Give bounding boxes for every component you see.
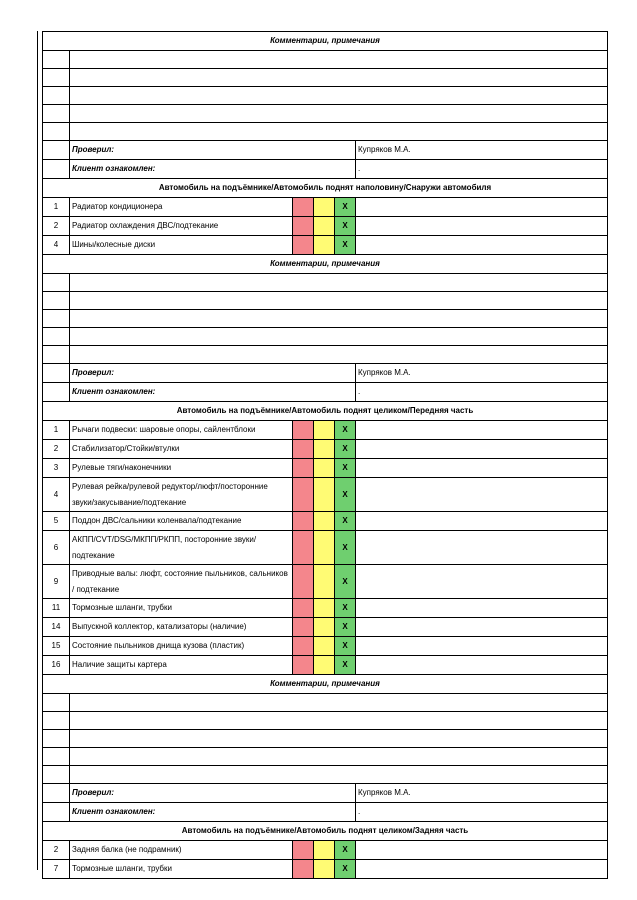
status-red-cell[interactable] bbox=[293, 198, 314, 217]
comment-num-cell bbox=[43, 105, 70, 123]
status-green-cell[interactable]: X bbox=[335, 599, 356, 618]
status-yellow-cell[interactable] bbox=[314, 531, 335, 565]
comment-row bbox=[43, 748, 608, 766]
client-value: . bbox=[356, 803, 608, 822]
status-green-cell[interactable]: X bbox=[335, 459, 356, 478]
item-name: Задняя балка (не подрамник) bbox=[70, 841, 293, 860]
item-number: 9 bbox=[43, 565, 70, 599]
status-red-cell[interactable] bbox=[293, 841, 314, 860]
section-title: Автомобиль на подъёмнике/Автомобиль поднят наполовину/Снаружи автомобиля bbox=[43, 179, 608, 198]
item-name: Приводные валы: люфт, состояние пыльников, сальников / подтекание bbox=[70, 565, 293, 599]
status-red-cell[interactable] bbox=[293, 637, 314, 656]
comment-num-cell bbox=[43, 730, 70, 748]
status-red-cell[interactable] bbox=[293, 618, 314, 637]
status-yellow-cell[interactable] bbox=[314, 841, 335, 860]
item-number: 15 bbox=[43, 637, 70, 656]
comment-num-cell bbox=[43, 766, 70, 784]
item-name: Выпускной коллектор, катализаторы (наличие) bbox=[70, 618, 293, 637]
comment-cell[interactable] bbox=[70, 310, 608, 328]
item-number: 1 bbox=[43, 198, 70, 217]
item-name: Стабилизатор/Стойки/втулки bbox=[70, 440, 293, 459]
comment-cell[interactable] bbox=[70, 292, 608, 310]
item-note-cell[interactable] bbox=[356, 531, 608, 565]
comment-row bbox=[43, 346, 608, 364]
comment-cell[interactable] bbox=[70, 730, 608, 748]
comment-num-cell bbox=[43, 87, 70, 105]
status-yellow-cell[interactable] bbox=[314, 618, 335, 637]
client-value: . bbox=[356, 383, 608, 402]
comment-num-cell bbox=[43, 69, 70, 87]
comment-cell[interactable] bbox=[70, 712, 608, 730]
item-note-cell[interactable] bbox=[356, 512, 608, 531]
item-note-cell[interactable] bbox=[356, 421, 608, 440]
comment-cell[interactable] bbox=[70, 69, 608, 87]
section-title: Автомобиль на подъёмнике/Автомобиль поднят целиком/Передняя часть bbox=[43, 402, 608, 421]
status-red-cell[interactable] bbox=[293, 421, 314, 440]
comment-header: Комментарии, примечания bbox=[43, 255, 608, 274]
comment-cell[interactable] bbox=[70, 105, 608, 123]
item-number: 3 bbox=[43, 459, 70, 478]
comment-cell[interactable] bbox=[70, 328, 608, 346]
checklist-row bbox=[43, 531, 608, 565]
client-num-cell bbox=[43, 383, 70, 402]
status-yellow-cell[interactable] bbox=[314, 440, 335, 459]
checked-row bbox=[43, 784, 608, 803]
status-green-cell[interactable]: X bbox=[335, 656, 356, 675]
comment-num-cell bbox=[43, 748, 70, 766]
comment-row bbox=[43, 730, 608, 748]
comment-row bbox=[43, 51, 608, 69]
item-note-cell[interactable] bbox=[356, 599, 608, 618]
checklist-row bbox=[43, 565, 608, 599]
comment-num-cell bbox=[43, 694, 70, 712]
item-number: 2 bbox=[43, 440, 70, 459]
status-yellow-cell[interactable] bbox=[314, 656, 335, 675]
item-number: 11 bbox=[43, 599, 70, 618]
comment-row bbox=[43, 766, 608, 784]
comment-row bbox=[43, 310, 608, 328]
item-name: Рычаги подвески: шаровые опоры, сайлентблоки bbox=[70, 421, 293, 440]
status-yellow-cell[interactable] bbox=[314, 860, 335, 879]
comment-cell[interactable] bbox=[70, 748, 608, 766]
checked-num-cell bbox=[43, 784, 70, 803]
status-green-cell[interactable]: X bbox=[335, 478, 356, 512]
status-red-cell[interactable] bbox=[293, 459, 314, 478]
section-header-row bbox=[43, 822, 608, 841]
status-red-cell[interactable] bbox=[293, 565, 314, 599]
status-green-cell[interactable]: X bbox=[335, 860, 356, 879]
item-number: 4 bbox=[43, 478, 70, 512]
comment-cell[interactable] bbox=[70, 766, 608, 784]
checked-label: Проверил: bbox=[70, 141, 356, 160]
item-number: 14 bbox=[43, 618, 70, 637]
status-red-cell[interactable] bbox=[293, 512, 314, 531]
comment-cell[interactable] bbox=[70, 346, 608, 364]
checked-row bbox=[43, 141, 608, 160]
checklist-row bbox=[43, 656, 608, 675]
status-red-cell[interactable] bbox=[293, 217, 314, 236]
checklist-row bbox=[43, 421, 608, 440]
item-note-cell[interactable] bbox=[356, 459, 608, 478]
checked-name: Купряков М.А. bbox=[356, 141, 608, 160]
comment-num-cell bbox=[43, 328, 70, 346]
item-number: 2 bbox=[43, 217, 70, 236]
section-title: Автомобиль на подъёмнике/Автомобиль поднят целиком/Задняя часть bbox=[43, 822, 608, 841]
status-red-cell[interactable] bbox=[293, 531, 314, 565]
status-green-cell[interactable]: X bbox=[335, 618, 356, 637]
comment-row bbox=[43, 87, 608, 105]
checked-label: Проверил: bbox=[70, 784, 356, 803]
comment-num-cell bbox=[43, 712, 70, 730]
comment-cell[interactable] bbox=[70, 51, 608, 69]
status-yellow-cell[interactable] bbox=[314, 599, 335, 618]
item-note-cell[interactable] bbox=[356, 478, 608, 512]
comment-cell[interactable] bbox=[70, 694, 608, 712]
status-red-cell[interactable] bbox=[293, 236, 314, 255]
checklist-row bbox=[43, 618, 608, 637]
comment-num-cell bbox=[43, 274, 70, 292]
status-red-cell[interactable] bbox=[293, 599, 314, 618]
client-row bbox=[43, 803, 608, 822]
checklist-row bbox=[43, 198, 608, 217]
item-number: 5 bbox=[43, 512, 70, 531]
item-name: Радиатор кондиционера bbox=[70, 198, 293, 217]
status-green-cell[interactable]: X bbox=[335, 841, 356, 860]
client-num-cell bbox=[43, 160, 70, 179]
client-label: Клиент ознакомлен: bbox=[70, 803, 356, 822]
comment-header: Комментарии, примечания bbox=[43, 675, 608, 694]
item-note-cell[interactable] bbox=[356, 656, 608, 675]
status-yellow-cell[interactable] bbox=[314, 637, 335, 656]
item-note-cell[interactable] bbox=[356, 618, 608, 637]
inspection-sheet bbox=[42, 31, 608, 879]
status-green-cell[interactable]: X bbox=[335, 440, 356, 459]
status-yellow-cell[interactable] bbox=[314, 421, 335, 440]
client-label: Клиент ознакомлен: bbox=[70, 160, 356, 179]
item-note-cell[interactable] bbox=[356, 860, 608, 879]
item-name: АКПП/CVT/DSG/МКПП/РКПП, посторонние звуки/ подтекание bbox=[70, 531, 293, 565]
item-number: 16 bbox=[43, 656, 70, 675]
checked-label: Проверил: bbox=[70, 364, 356, 383]
item-name: Шины/колесные диски bbox=[70, 236, 293, 255]
checklist-row bbox=[43, 599, 608, 618]
checked-name: Купряков М.А. bbox=[356, 364, 608, 383]
checked-num-cell bbox=[43, 141, 70, 160]
item-name: Состояние пыльников днища кузова (пластик) bbox=[70, 637, 293, 656]
item-name: Поддон ДВС/сальники коленвала/подтекание bbox=[70, 512, 293, 531]
status-red-cell[interactable] bbox=[293, 656, 314, 675]
item-name: Рулевые тяги/наконечники bbox=[70, 459, 293, 478]
status-green-cell[interactable]: X bbox=[335, 198, 356, 217]
comment-num-cell bbox=[43, 292, 70, 310]
checklist-row bbox=[43, 478, 608, 512]
comment-num-cell bbox=[43, 123, 70, 141]
status-yellow-cell[interactable] bbox=[314, 198, 335, 217]
checklist-row bbox=[43, 637, 608, 656]
status-yellow-cell[interactable] bbox=[314, 512, 335, 531]
comment-row bbox=[43, 123, 608, 141]
section-header-row bbox=[43, 402, 608, 421]
comment-row bbox=[43, 274, 608, 292]
comment-cell[interactable] bbox=[70, 123, 608, 141]
status-yellow-cell[interactable] bbox=[314, 236, 335, 255]
comment-header-row bbox=[43, 32, 608, 51]
comment-cell[interactable] bbox=[70, 87, 608, 105]
checklist-row bbox=[43, 860, 608, 879]
checked-row bbox=[43, 364, 608, 383]
item-name: Тормозные шланги, трубки bbox=[70, 860, 293, 879]
client-value: . bbox=[356, 160, 608, 179]
item-number: 7 bbox=[43, 860, 70, 879]
comment-header-row bbox=[43, 675, 608, 694]
comment-row bbox=[43, 292, 608, 310]
item-number: 1 bbox=[43, 421, 70, 440]
comment-num-cell bbox=[43, 51, 70, 69]
item-note-cell[interactable] bbox=[356, 236, 608, 255]
status-green-cell[interactable]: X bbox=[335, 217, 356, 236]
checked-num-cell bbox=[43, 364, 70, 383]
item-name: Наличие защиты картера bbox=[70, 656, 293, 675]
status-green-cell[interactable]: X bbox=[335, 512, 356, 531]
comment-row bbox=[43, 694, 608, 712]
item-name: Радиатор охлаждения ДВС/подтекание bbox=[70, 217, 293, 236]
status-green-cell[interactable]: X bbox=[335, 565, 356, 599]
item-name: Рулевая рейка/рулевой редуктор/люфт/посторонние звуки/закусывание/подтекание bbox=[70, 478, 293, 512]
comment-header-row bbox=[43, 255, 608, 274]
item-name: Тормозные шланги, трубки bbox=[70, 599, 293, 618]
status-yellow-cell[interactable] bbox=[314, 478, 335, 512]
checklist-row bbox=[43, 841, 608, 860]
comment-row bbox=[43, 712, 608, 730]
status-green-cell[interactable]: X bbox=[335, 421, 356, 440]
comment-header: Комментарии, примечания bbox=[43, 32, 608, 51]
client-num-cell bbox=[43, 803, 70, 822]
section-header-row bbox=[43, 179, 608, 198]
item-number: 2 bbox=[43, 841, 70, 860]
item-note-cell[interactable] bbox=[356, 217, 608, 236]
comment-cell[interactable] bbox=[70, 274, 608, 292]
status-red-cell[interactable] bbox=[293, 478, 314, 512]
status-yellow-cell[interactable] bbox=[314, 217, 335, 236]
status-green-cell[interactable]: X bbox=[335, 236, 356, 255]
left-margin-line bbox=[37, 31, 38, 870]
item-number: 6 bbox=[43, 531, 70, 565]
comment-row bbox=[43, 69, 608, 87]
item-note-cell[interactable] bbox=[356, 198, 608, 217]
item-note-cell[interactable] bbox=[356, 841, 608, 860]
client-label: Клиент ознакомлен: bbox=[70, 383, 356, 402]
checklist-row bbox=[43, 236, 608, 255]
client-row bbox=[43, 383, 608, 402]
status-yellow-cell[interactable] bbox=[314, 565, 335, 599]
status-green-cell[interactable]: X bbox=[335, 637, 356, 656]
comment-row bbox=[43, 105, 608, 123]
client-row bbox=[43, 160, 608, 179]
checklist-row bbox=[43, 512, 608, 531]
status-green-cell[interactable]: X bbox=[335, 531, 356, 565]
comment-num-cell bbox=[43, 346, 70, 364]
status-yellow-cell[interactable] bbox=[314, 459, 335, 478]
comment-num-cell bbox=[43, 310, 70, 328]
status-red-cell[interactable] bbox=[293, 440, 314, 459]
checklist-row bbox=[43, 217, 608, 236]
checklist-row bbox=[43, 440, 608, 459]
item-note-cell[interactable] bbox=[356, 565, 608, 599]
checklist-row bbox=[43, 459, 608, 478]
status-red-cell[interactable] bbox=[293, 860, 314, 879]
item-number: 4 bbox=[43, 236, 70, 255]
item-note-cell[interactable] bbox=[356, 440, 608, 459]
comment-row bbox=[43, 328, 608, 346]
checked-name: Купряков М.А. bbox=[356, 784, 608, 803]
item-note-cell[interactable] bbox=[356, 637, 608, 656]
